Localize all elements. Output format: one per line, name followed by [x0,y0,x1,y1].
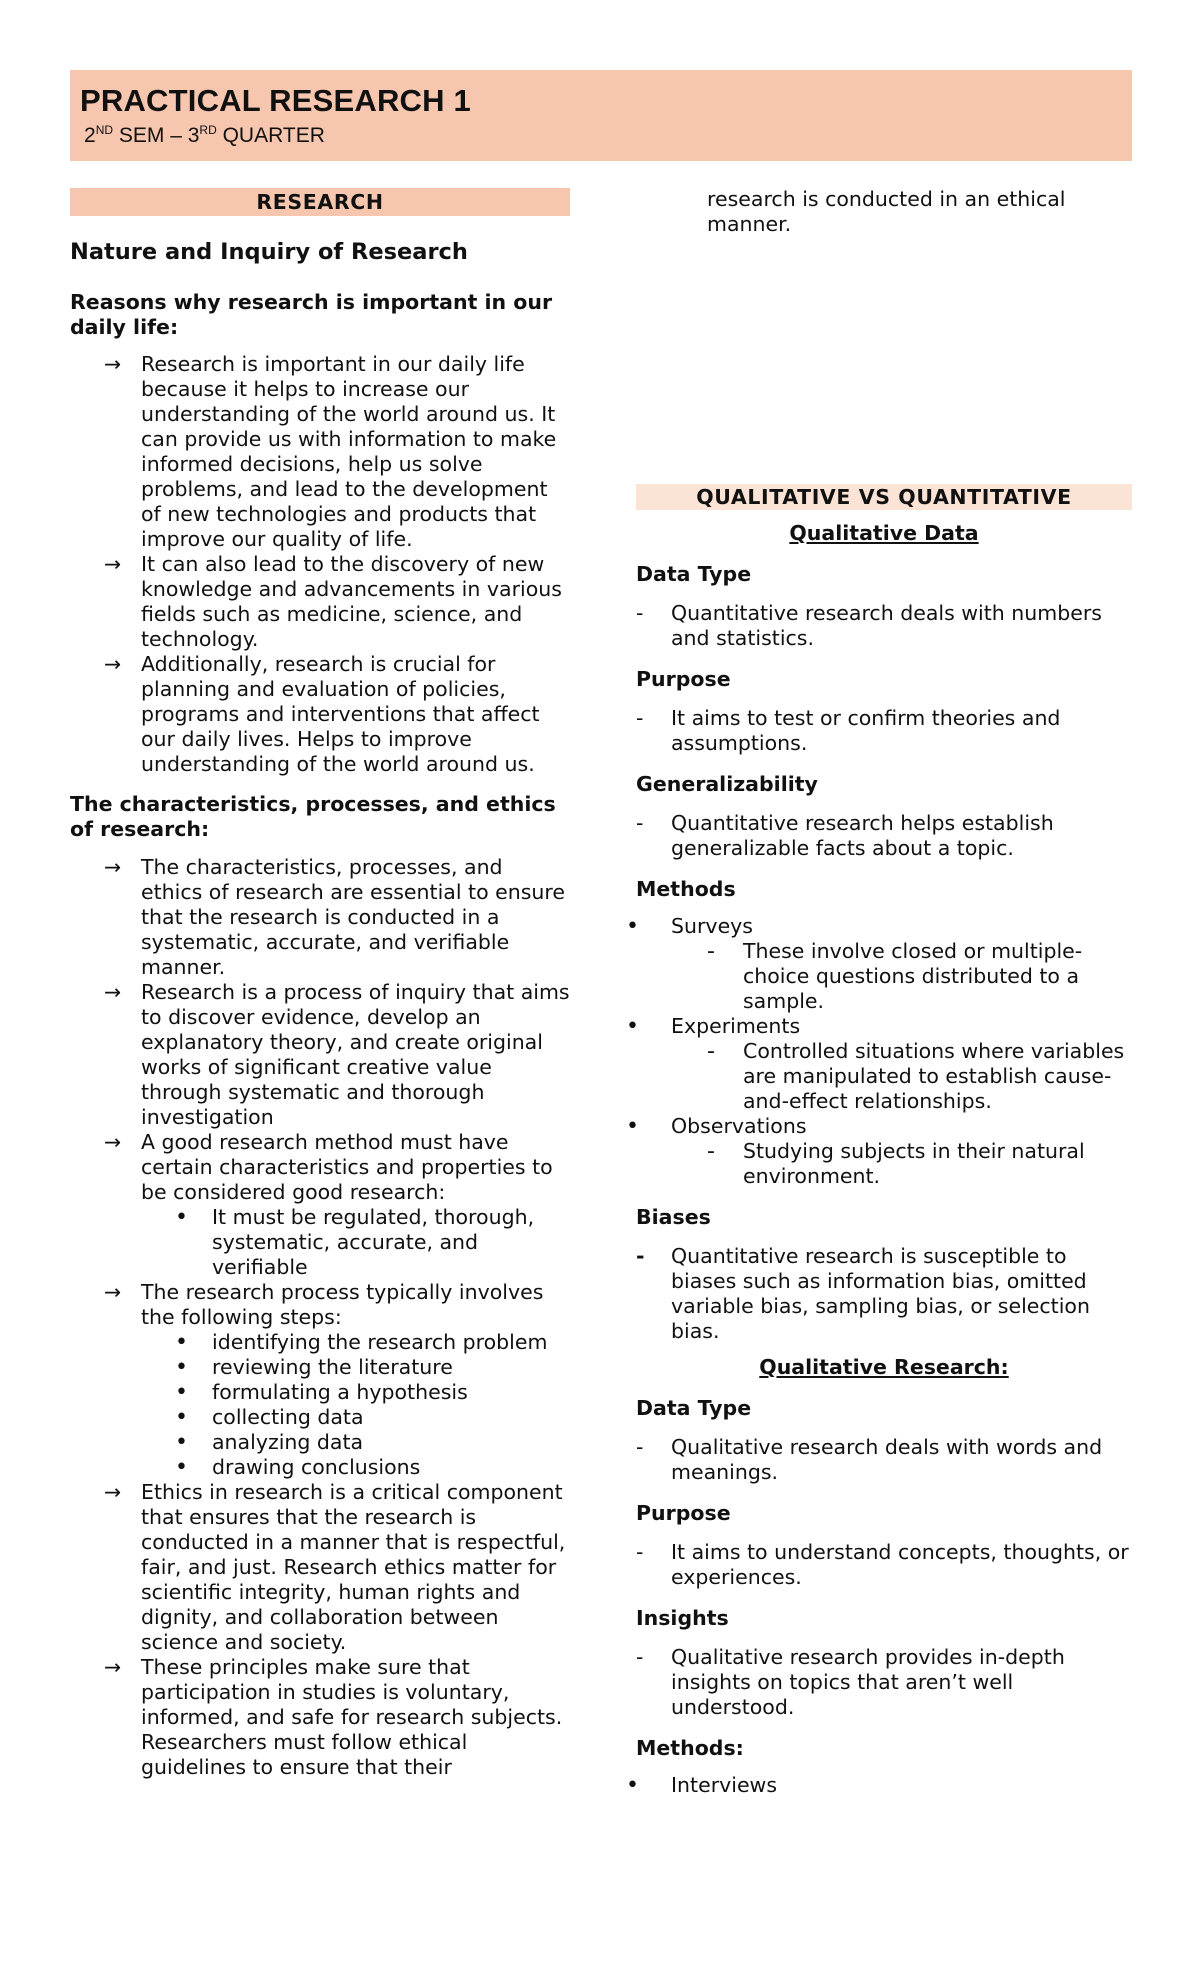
list-item: → These principles make sure that participation in studies is voluntary, informed, and safe for research subjects. Researchers must follow ethical guidelines to ensure that their [104,1655,563,1779]
document-header [70,70,1132,161]
quant-data-type-list [636,601,1132,651]
continued-text: research is conducted in an ethical manner. [707,187,1066,236]
qual-data-type-list [636,1435,1132,1485]
bullet-icon: • [175,1430,188,1455]
quant-generalizability-list [636,811,1132,861]
dash-bullet-icon: - [636,601,644,625]
list-item: - Qualitative research deals with words and meanings. [636,1435,1103,1484]
characteristics-subheading: The characteristics, processes, and ethics of research: [70,792,556,841]
bullet-icon: • [175,1380,188,1405]
bullet-icon: • [626,1014,639,1039]
list-item: → Research is a process of inquiry that aims to discover evidence, develop an explanatory theory, and create original works of significant creative value through systematic and thorough investigation [104,980,570,1129]
qual-insights-heading: Insights [636,1606,729,1630]
list-item: → Additionally, research is crucial for planning and evaluation of policies, programs and interventions that affect our daily lives. Helps to improve understanding of the world around us. [104,652,540,776]
bullet-icon: • [175,1405,188,1430]
list-item: • Experiments - Controlled situations where variables are manipulated to establish cause-and-effect relationships. [636,1014,1132,1114]
nature-inquiry-heading: Nature and Inquiry of Research [70,239,468,265]
list-item: - It aims to understand concepts, thoughts, or experiences. [636,1540,1129,1589]
list-item: → The research process typically involves the following steps: • identifying the research problem • reviewing the literature • formulating a hypothesis • collecting data • analyzing data • drawing conclusions [70,1280,570,1480]
arrow-bullet-icon: → [104,652,122,676]
list-item: • drawing conclusions [175,1455,421,1480]
arrow-bullet-icon: → [104,980,122,1004]
right-column [626,187,1132,1798]
document-title: PRACTICAL RESEARCH 1 [80,83,471,118]
list-item: - Qualitative research provides in-depth insights on topics that aren’t well understood. [636,1645,1065,1719]
importance-subheading: Reasons why research is important in our daily life: [70,290,553,339]
arrow-bullet-icon: → [104,352,122,376]
list-item: • identifying the research problem [175,1330,548,1355]
quant-purpose-heading: Purpose [636,667,731,691]
list-item: • reviewing the literature [175,1355,453,1380]
list-item: → The characteristics, processes, and ethics of research are essential to ensure that the research is conducted in a systematic, accurate, and verifiable manner. [104,855,566,979]
quant-purpose-list [636,706,1132,756]
list-item: • Observations - Studying subjects in their natural environment. [636,1114,1132,1189]
good-method-points [70,1205,570,1280]
bullet-icon: • [175,1355,188,1380]
bullet-icon: • [626,1114,639,1139]
qual-purpose-heading: Purpose [636,1501,731,1525]
arrow-bullet-icon: → [104,1280,122,1304]
dash-bullet-icon: - [707,939,715,964]
qual-data-type-heading: Data Type [636,1396,752,1420]
list-item: • Surveys - These involve closed or multiple-choice questions distributed to a sample. [636,914,1132,1014]
dash-bullet-icon: - [707,1039,715,1064]
dash-bullet-icon: - [707,1139,715,1164]
qual-insights-list [636,1645,1132,1720]
bullet-icon: • [626,914,639,939]
list-item: - Quantitative research is susceptible to biases such as information bias, omitted variable bias, sampling bias, or selection bias. [636,1244,1090,1343]
list-item: → Research is important in our daily life because it helps to increase our understanding of the world around us. It can provide us with information to make informed decisions, help us solve problems, and lead to the development of new technologies and products that improve our quality of life. [104,352,557,551]
arrow-bullet-icon: → [104,552,122,576]
bullet-icon: • [175,1455,188,1480]
qual-methods-heading: Methods: [636,1736,744,1760]
list-item: - It aims to test or confirm theories and assumptions. [636,706,1061,755]
bullet-icon: • [175,1330,188,1355]
qual-methods-list [626,1773,1132,1798]
list-item: • It must be regulated, thorough, systematic, accurate, and verifiable [175,1205,535,1279]
quant-biases-list [636,1244,1132,1344]
section-heading-qual-vs-quant: QUALITATIVE VS QUANTITATIVE [636,484,1132,510]
quant-biases-heading: Biases [636,1205,711,1229]
list-item: → Ethics in research is a critical component that ensures that the research is conducted in a manner that is respectful, fair, and just. Research ethics matter for scientific integrity, human rights and dignity, and collaboration between science and society. [104,1480,566,1654]
dash-bullet-icon: - [636,1540,644,1564]
list-item: - Quantitative research deals with numbers and statistics. [636,601,1102,650]
quant-generalizability-heading: Generalizability [636,772,818,796]
arrow-bullet-icon: → [104,1130,122,1154]
list-item: - Controlled situations where variables are manipulated to establish cause-and-effect relationships. [707,1039,1125,1113]
list-item: - Studying subjects in their natural environment. [707,1139,1085,1188]
arrow-bullet-icon: → [104,1480,122,1504]
dash-bullet-icon: - [636,1244,645,1268]
list-item: - Quantitative research helps establish generalizable facts about a topic. [636,811,1054,860]
list-item: • formulating a hypothesis [175,1380,468,1405]
dash-bullet-icon: - [636,706,644,730]
bullet-icon: • [626,1773,639,1798]
qual-purpose-list [636,1540,1132,1590]
left-column [70,188,570,1780]
quantitative-data-title: Qualitative Data [789,521,979,545]
list-item: • analyzing data [175,1430,364,1455]
section-heading-research: RESEARCH [70,188,570,216]
process-steps [70,1330,570,1480]
quant-methods-list [626,914,1132,1189]
quant-methods-heading: Methods [636,877,736,901]
arrow-bullet-icon: → [104,855,122,879]
importance-list [70,352,570,777]
bullet-icon: • [175,1205,188,1230]
list-item: • collecting data [175,1405,364,1430]
quant-data-type-heading: Data Type [636,562,752,586]
list-item: - These involve closed or multiple-choice questions distributed to a sample. [707,939,1083,1013]
document-subtitle: 2ND SEM – 3RD QUARTER [84,123,325,147]
list-item: • Interviews [626,1773,778,1798]
dash-bullet-icon: - [636,811,644,835]
qualitative-research-title: Qualitative Research: [759,1355,1009,1379]
list-item: → It can also lead to the discovery of new knowledge and advancements in various fields such as medicine, science, and technology. [104,552,562,651]
arrow-bullet-icon: → [104,1655,122,1679]
characteristics-list [70,855,570,1780]
dash-bullet-icon: - [636,1645,644,1669]
dash-bullet-icon: - [636,1435,644,1459]
list-item: → A good research method must have certain characteristics and properties to be considered good research: • It must be regulated, thorough, systematic, accurate, and verifiable [70,1130,570,1280]
